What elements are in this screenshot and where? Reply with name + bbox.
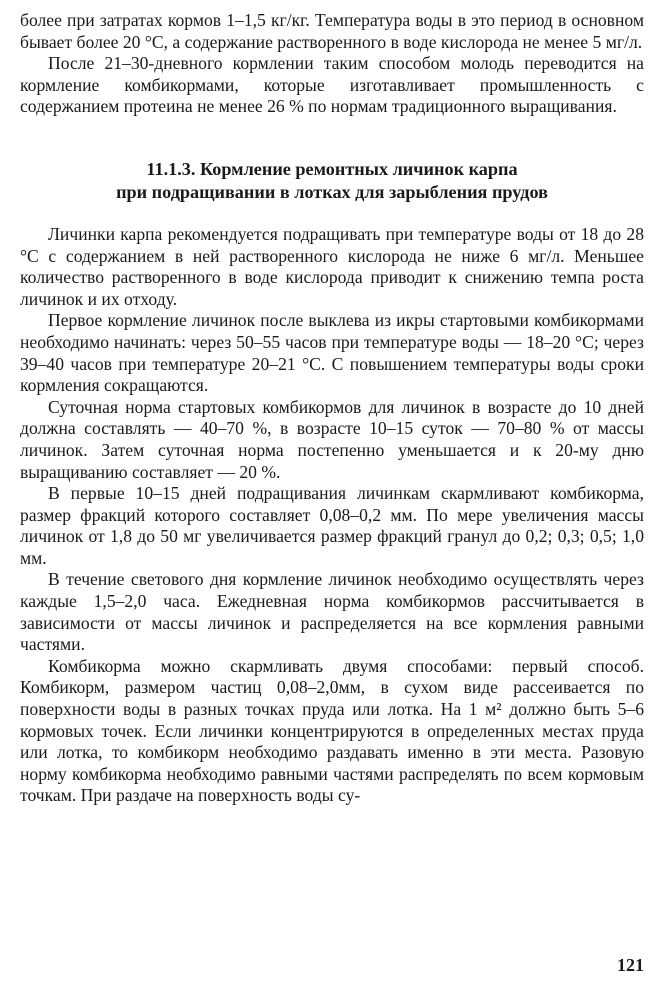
- paragraph: После 21–30-дневного кормлении таким способом молодь переводится на кормление комбикормами, которые изготавливает промышленность с содержанием протеина не менее 26 % по нормам традиционного выращивания.: [20, 53, 644, 117]
- paragraph: Личинки карпа рекомендуется подращивать при температуре воды от 18 до 28 °С с содержанием в ней растворенного кислорода не ниже 6 мг/л. Меньшее количество растворенного в воде кислорода приводит к снижению темпа роста личинок и их отходу.: [20, 223, 644, 309]
- paragraph-continued: более при затратах кормов 1–1,5 кг/кг. Температура воды в это период в основном бывает более 20 °С, а содержание растворенного в воде кислорода не менее 5 мг/л.: [20, 10, 644, 52]
- paragraph: В первые 10–15 дней подращивания личинкам скармливают комбикорма, размер фракций которого составляет 0,08–0,2 мм. По мере увеличения массы личинок от 1,8 до 50 мг увеличивается размер фракций гранул до 0,2; 0,3; 0,5; 1,0 мм.: [20, 483, 644, 568]
- paragraph: Суточная норма стартовых комбикормов для личинок в возрасте до 10 дней должна составлять — 40–70 %, в возрасте 10–15 суток — 70–80 % от массы личинок. Затем суточная норма постепенно уменьшается и к 20-му дню выращиванию составляет — 20 %.: [20, 396, 644, 482]
- paragraph: Первое кормление личинок после выклева из икры стартовыми комбикормами необходимо начинать: через 50–55 часов при температуре воды — 18–20 °С; через 39–40 часов при температуре 20–21 °С. С повышением температуры воды сроки кормления сокращаются.: [20, 310, 644, 396]
- page-number: 121: [617, 955, 644, 975]
- paragraph: Комбикорма можно скармливать двумя способами: первый способ. Комбикорм, размером частиц 0,08–2,0мм, в сухом виде рассеивается по поверхности воды в разных точках пруда или лотка. На 1 м² должно быть 5–6 кормовых точек. Если личинки концентрируются в определенных местах пруда или лотка, то комбикорм необходимо раздавать именно в эти места. Разовую норму комбикорма необходимо равными частями распределять по всем кормовым точкам. При раздаче на поверхность воды су-: [20, 655, 644, 806]
- paragraph: В течение светового дня кормление личинок необходимо осуществлять через каждые 1,5–2,0 часа. Ежедневная норма комбикормов рассчитывается в зависимости от массы личинок и распределяется на все кормления равными частями.: [20, 569, 644, 655]
- section-heading-line-1: 11.1.3. Кормление ремонтных личинок карпа: [146, 158, 518, 179]
- section-heading-line-2: при подращивании в лотках для зарыбления прудов: [116, 181, 548, 202]
- section-heading: [20, 158, 644, 204]
